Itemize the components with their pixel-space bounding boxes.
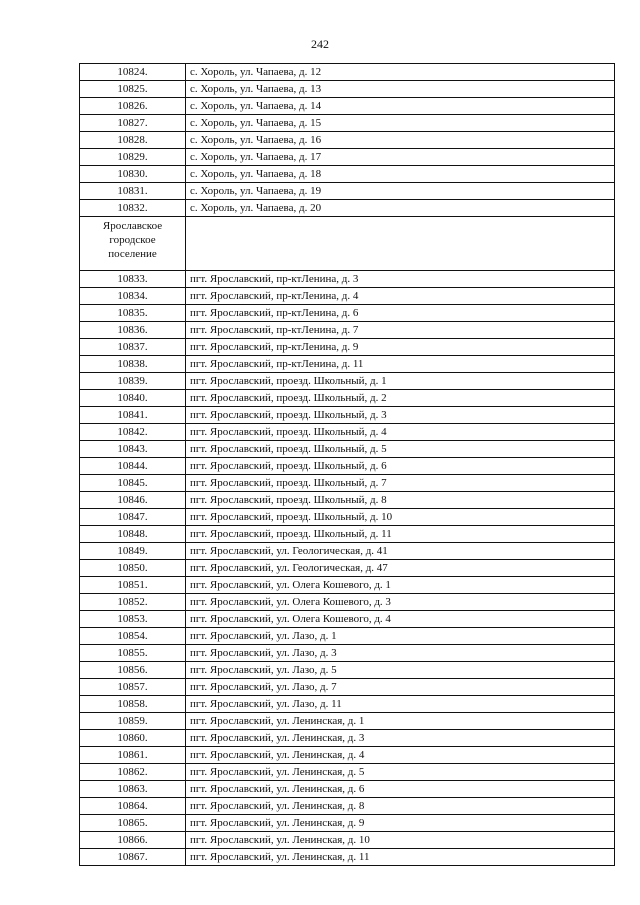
row-number: 10840. (80, 390, 186, 407)
row-address: пгт. Ярославский, проезд. Школьный, д. 2 (186, 390, 615, 407)
row-address: пгт. Ярославский, ул. Олега Кошевого, д. 4 (186, 611, 615, 628)
table-row (80, 492, 615, 509)
row-number: 10848. (80, 526, 186, 543)
row-number: 10833. (80, 271, 186, 288)
row-number: 10838. (80, 356, 186, 373)
row-number: 10854. (80, 628, 186, 645)
table-row (80, 611, 615, 628)
table-row (80, 424, 615, 441)
table-row (80, 645, 615, 662)
row-number: 10835. (80, 305, 186, 322)
row-number: 10845. (80, 475, 186, 492)
row-address: пгт. Ярославский, проезд. Школьный, д. 7 (186, 475, 615, 492)
section-title-line: городское (109, 234, 156, 246)
row-number: 10859. (80, 713, 186, 730)
table-row (80, 305, 615, 322)
row-address: с. Хороль, ул. Чапаева, д. 13 (186, 81, 615, 98)
row-number: 10837. (80, 339, 186, 356)
row-address: пгт. Ярославский, ул. Ленинская, д. 5 (186, 764, 615, 781)
table-row (80, 679, 615, 696)
row-number: 10853. (80, 611, 186, 628)
row-number: 10824. (80, 64, 186, 81)
table-row (80, 200, 615, 217)
table-row (80, 458, 615, 475)
row-address: с. Хороль, ул. Чапаева, д. 16 (186, 132, 615, 149)
section-body (80, 217, 615, 271)
row-number: 10864. (80, 798, 186, 815)
table-row (80, 628, 615, 645)
table-row (80, 81, 615, 98)
row-address: пгт. Ярославский, пр-ктЛенина, д. 9 (186, 339, 615, 356)
row-number: 10858. (80, 696, 186, 713)
row-address: пгт. Ярославский, ул. Ленинская, д. 3 (186, 730, 615, 747)
row-address: с. Хороль, ул. Чапаева, д. 19 (186, 183, 615, 200)
row-number: 10866. (80, 832, 186, 849)
section-row (80, 217, 615, 271)
row-address: пгт. Ярославский, ул. Ленинская, д. 1 (186, 713, 615, 730)
row-number: 10842. (80, 424, 186, 441)
table-row (80, 764, 615, 781)
row-address: пгт. Ярославский, ул. Лазо, д. 11 (186, 696, 615, 713)
table-row (80, 407, 615, 424)
row-number: 10827. (80, 115, 186, 132)
row-number: 10828. (80, 132, 186, 149)
row-address: пгт. Ярославский, ул. Ленинская, д. 11 (186, 849, 615, 866)
row-address: пгт. Ярославский, пр-ктЛенина, д. 11 (186, 356, 615, 373)
row-number: 10856. (80, 662, 186, 679)
table-row (80, 662, 615, 679)
row-number: 10857. (80, 679, 186, 696)
table-row (80, 149, 615, 166)
row-address: пгт. Ярославский, ул. Ленинская, д. 10 (186, 832, 615, 849)
row-number: 10841. (80, 407, 186, 424)
row-address: пгт. Ярославский, проезд. Школьный, д. 10 (186, 509, 615, 526)
table-row (80, 356, 615, 373)
row-address: пгт. Ярославский, проезд. Школьный, д. 6 (186, 458, 615, 475)
table-row (80, 747, 615, 764)
row-number: 10829. (80, 149, 186, 166)
table-row (80, 798, 615, 815)
row-address: пгт. Ярославский, ул. Ленинская, д. 8 (186, 798, 615, 815)
row-address: пгт. Ярославский, ул. Лазо, д. 5 (186, 662, 615, 679)
table-row (80, 288, 615, 305)
row-address: пгт. Ярославский, ул. Лазо, д. 1 (186, 628, 615, 645)
row-address: пгт. Ярославский, пр-ктЛенина, д. 4 (186, 288, 615, 305)
table-row (80, 183, 615, 200)
row-address: с. Хороль, ул. Чапаева, д. 20 (186, 200, 615, 217)
row-address: пгт. Ярославский, ул. Ленинская, д. 4 (186, 747, 615, 764)
row-number: 10826. (80, 98, 186, 115)
row-number: 10850. (80, 560, 186, 577)
row-address: пгт. Ярославский, ул. Лазо, д. 3 (186, 645, 615, 662)
section-empty-cell (186, 217, 615, 271)
table-row (80, 696, 615, 713)
table-row (80, 115, 615, 132)
table-row (80, 526, 615, 543)
table-row (80, 781, 615, 798)
table-body-after (80, 271, 615, 866)
row-number: 10863. (80, 781, 186, 798)
row-number: 10849. (80, 543, 186, 560)
table-row (80, 577, 615, 594)
table-row (80, 98, 615, 115)
table-row (80, 322, 615, 339)
table-row (80, 339, 615, 356)
table-row (80, 271, 615, 288)
table-row (80, 594, 615, 611)
row-address: пгт. Ярославский, ул. Ленинская, д. 6 (186, 781, 615, 798)
row-number: 10847. (80, 509, 186, 526)
row-number: 10830. (80, 166, 186, 183)
table-row (80, 713, 615, 730)
section-title (80, 217, 186, 271)
row-number: 10862. (80, 764, 186, 781)
row-number: 10846. (80, 492, 186, 509)
row-address: пгт. Ярославский, проезд. Школьный, д. 5 (186, 441, 615, 458)
row-number: 10843. (80, 441, 186, 458)
row-address: пгт. Ярославский, пр-ктЛенина, д. 7 (186, 322, 615, 339)
row-address: пгт. Ярославский, ул. Олега Кошевого, д. 3 (186, 594, 615, 611)
table-row (80, 166, 615, 183)
row-number: 10852. (80, 594, 186, 611)
row-number: 10836. (80, 322, 186, 339)
table-row (80, 832, 615, 849)
table-row (80, 509, 615, 526)
row-address: с. Хороль, ул. Чапаева, д. 17 (186, 149, 615, 166)
row-address: с. Хороль, ул. Чапаева, д. 12 (186, 64, 615, 81)
table-row (80, 560, 615, 577)
row-number: 10832. (80, 200, 186, 217)
row-address: пгт. Ярославский, ул. Геологическая, д. 47 (186, 560, 615, 577)
row-address: пгт. Ярославский, проезд. Школьный, д. 8 (186, 492, 615, 509)
page-number: 242 (311, 37, 329, 51)
table-row (80, 475, 615, 492)
row-number: 10831. (80, 183, 186, 200)
row-number: 10839. (80, 373, 186, 390)
row-address: пгт. Ярославский, проезд. Школьный, д. 11 (186, 526, 615, 543)
row-number: 10865. (80, 815, 186, 832)
row-number: 10834. (80, 288, 186, 305)
row-address: пгт. Ярославский, ул. Олега Кошевого, д. 1 (186, 577, 615, 594)
row-address: пгт. Ярославский, пр-ктЛенина, д. 6 (186, 305, 615, 322)
row-number: 10851. (80, 577, 186, 594)
row-address: с. Хороль, ул. Чапаева, д. 18 (186, 166, 615, 183)
table-row (80, 441, 615, 458)
table-row (80, 373, 615, 390)
section-title-line: поселение (108, 248, 157, 260)
table-row (80, 543, 615, 560)
row-address: пгт. Ярославский, проезд. Школьный, д. 1 (186, 373, 615, 390)
row-address: с. Хороль, ул. Чапаева, д. 14 (186, 98, 615, 115)
table-row (80, 390, 615, 407)
address-table (79, 63, 615, 866)
row-number: 10825. (80, 81, 186, 98)
row-address: пгт. Ярославский, ул. Ленинская, д. 9 (186, 815, 615, 832)
row-number: 10860. (80, 730, 186, 747)
row-address: с. Хороль, ул. Чапаева, д. 15 (186, 115, 615, 132)
row-number: 10861. (80, 747, 186, 764)
table-row (80, 849, 615, 866)
table-row (80, 64, 615, 81)
table-row (80, 730, 615, 747)
table-row (80, 132, 615, 149)
table-body-before (80, 64, 615, 217)
row-address: пгт. Ярославский, ул. Геологическая, д. 41 (186, 543, 615, 560)
row-number: 10855. (80, 645, 186, 662)
row-number: 10867. (80, 849, 186, 866)
row-address: пгт. Ярославский, проезд. Школьный, д. 4 (186, 424, 615, 441)
row-address: пгт. Ярославский, проезд. Школьный, д. 3 (186, 407, 615, 424)
section-title-line: Ярославское (102, 220, 163, 232)
row-address: пгт. Ярославский, пр-ктЛенина, д. 3 (186, 271, 615, 288)
row-address: пгт. Ярославский, ул. Лазо, д. 7 (186, 679, 615, 696)
table-row (80, 815, 615, 832)
row-number: 10844. (80, 458, 186, 475)
